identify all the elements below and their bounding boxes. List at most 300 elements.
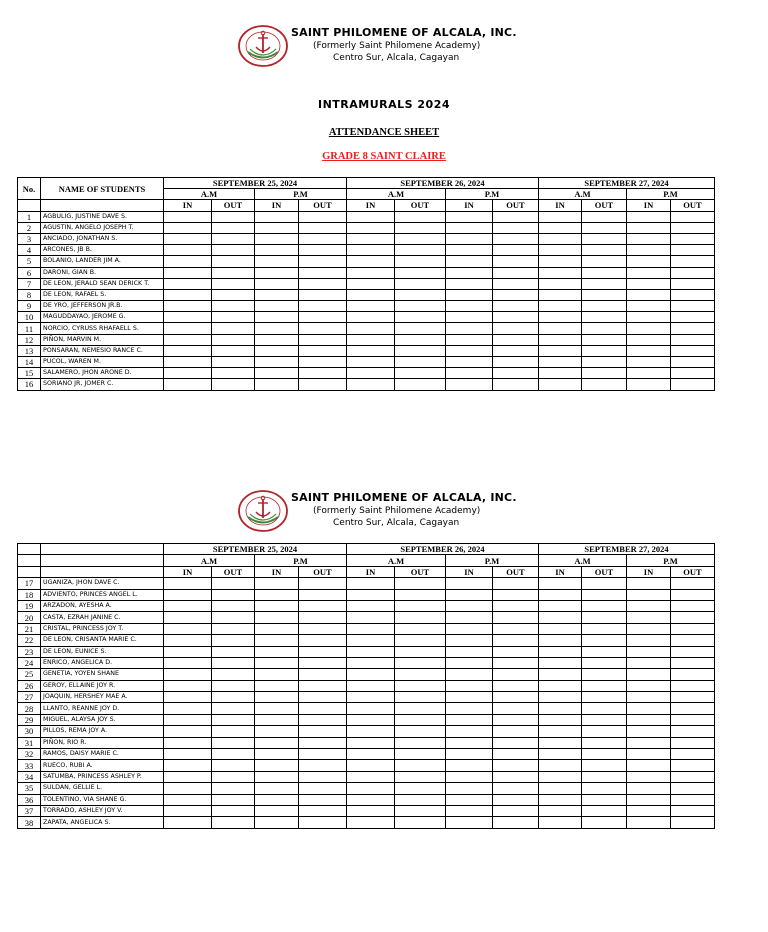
attendance-cell[interactable] [627,578,671,589]
attendance-cell[interactable] [212,301,255,312]
attendance-cell[interactable] [164,749,212,760]
attendance-cell[interactable] [164,703,212,714]
attendance-cell[interactable] [255,301,299,312]
attendance-cell[interactable] [671,726,715,737]
attendance-cell[interactable] [627,345,671,356]
attendance-cell[interactable] [164,256,212,267]
attendance-cell[interactable] [299,703,347,714]
attendance-cell[interactable] [493,222,539,233]
attendance-cell[interactable] [582,334,627,345]
attendance-cell[interactable] [582,379,627,390]
attendance-cell[interactable] [347,771,395,782]
attendance-cell[interactable] [627,245,671,256]
attendance-cell[interactable] [539,301,582,312]
attendance-cell[interactable] [493,794,539,805]
attendance-cell[interactable] [255,794,299,805]
attendance-cell[interactable] [299,680,347,691]
attendance-cell[interactable] [493,357,539,368]
attendance-cell[interactable] [212,578,255,589]
attendance-cell[interactable] [582,589,627,600]
attendance-cell[interactable] [446,267,493,278]
attendance-cell[interactable] [627,612,671,623]
attendance-cell[interactable] [299,771,347,782]
attendance-cell[interactable] [347,357,395,368]
attendance-cell[interactable] [395,794,446,805]
attendance-cell[interactable] [627,301,671,312]
attendance-cell[interactable] [395,669,446,680]
attendance-cell[interactable] [299,635,347,646]
attendance-cell[interactable] [212,612,255,623]
attendance-cell[interactable] [446,635,493,646]
attendance-cell[interactable] [493,692,539,703]
attendance-cell[interactable] [347,211,395,222]
attendance-cell[interactable] [627,703,671,714]
attendance-cell[interactable] [395,635,446,646]
attendance-cell[interactable] [164,817,212,828]
attendance-cell[interactable] [299,794,347,805]
attendance-cell[interactable] [493,379,539,390]
attendance-cell[interactable] [212,794,255,805]
attendance-cell[interactable] [493,578,539,589]
attendance-cell[interactable] [255,578,299,589]
attendance-cell[interactable] [164,657,212,668]
attendance-cell[interactable] [539,589,582,600]
attendance-cell[interactable] [627,635,671,646]
attendance-cell[interactable] [164,783,212,794]
attendance-cell[interactable] [395,312,446,323]
attendance-cell[interactable] [582,612,627,623]
attendance-cell[interactable] [395,817,446,828]
attendance-cell[interactable] [582,256,627,267]
attendance-cell[interactable] [299,600,347,611]
attendance-cell[interactable] [164,323,212,334]
attendance-cell[interactable] [539,334,582,345]
attendance-cell[interactable] [446,600,493,611]
attendance-cell[interactable] [255,600,299,611]
attendance-cell[interactable] [671,256,715,267]
attendance-cell[interactable] [493,267,539,278]
attendance-cell[interactable] [671,589,715,600]
attendance-cell[interactable] [395,334,446,345]
attendance-cell[interactable] [347,312,395,323]
attendance-cell[interactable] [582,600,627,611]
attendance-cell[interactable] [493,289,539,300]
attendance-cell[interactable] [671,233,715,244]
attendance-cell[interactable] [395,379,446,390]
attendance-cell[interactable] [446,692,493,703]
attendance-cell[interactable] [493,368,539,379]
attendance-cell[interactable] [493,245,539,256]
attendance-cell[interactable] [164,345,212,356]
attendance-cell[interactable] [164,805,212,816]
attendance-cell[interactable] [347,612,395,623]
attendance-cell[interactable] [212,771,255,782]
attendance-cell[interactable] [582,323,627,334]
attendance-cell[interactable] [212,323,255,334]
attendance-cell[interactable] [627,589,671,600]
attendance-cell[interactable] [347,817,395,828]
attendance-cell[interactable] [446,211,493,222]
attendance-cell[interactable] [493,256,539,267]
attendance-cell[interactable] [671,749,715,760]
attendance-cell[interactable] [493,703,539,714]
attendance-cell[interactable] [395,783,446,794]
attendance-cell[interactable] [212,749,255,760]
attendance-cell[interactable] [582,222,627,233]
attendance-cell[interactable] [539,368,582,379]
attendance-cell[interactable] [671,222,715,233]
attendance-cell[interactable] [539,578,582,589]
attendance-cell[interactable] [627,783,671,794]
attendance-cell[interactable] [446,714,493,725]
attendance-cell[interactable] [212,760,255,771]
attendance-cell[interactable] [347,222,395,233]
attendance-cell[interactable] [446,794,493,805]
attendance-cell[interactable] [164,267,212,278]
attendance-cell[interactable] [395,714,446,725]
attendance-cell[interactable] [493,233,539,244]
attendance-cell[interactable] [164,222,212,233]
attendance-cell[interactable] [212,289,255,300]
attendance-cell[interactable] [446,312,493,323]
attendance-cell[interactable] [299,760,347,771]
attendance-cell[interactable] [299,578,347,589]
attendance-cell[interactable] [164,771,212,782]
attendance-cell[interactable] [671,805,715,816]
attendance-cell[interactable] [299,657,347,668]
attendance-cell[interactable] [164,760,212,771]
attendance-cell[interactable] [627,680,671,691]
attendance-cell[interactable] [582,657,627,668]
attendance-cell[interactable] [212,233,255,244]
attendance-cell[interactable] [212,805,255,816]
attendance-cell[interactable] [493,334,539,345]
attendance-cell[interactable] [582,345,627,356]
attendance-cell[interactable] [164,368,212,379]
attendance-cell[interactable] [539,703,582,714]
attendance-cell[interactable] [395,278,446,289]
attendance-cell[interactable] [347,278,395,289]
attendance-cell[interactable] [539,680,582,691]
attendance-cell[interactable] [347,600,395,611]
attendance-cell[interactable] [582,737,627,748]
attendance-cell[interactable] [582,703,627,714]
attendance-cell[interactable] [671,368,715,379]
attendance-cell[interactable] [395,692,446,703]
attendance-cell[interactable] [299,222,347,233]
attendance-cell[interactable] [299,278,347,289]
attendance-cell[interactable] [395,771,446,782]
attendance-cell[interactable] [493,771,539,782]
attendance-cell[interactable] [446,323,493,334]
attendance-cell[interactable] [347,323,395,334]
attendance-cell[interactable] [395,680,446,691]
attendance-cell[interactable] [627,211,671,222]
attendance-cell[interactable] [493,612,539,623]
attendance-cell[interactable] [255,256,299,267]
attendance-cell[interactable] [539,623,582,634]
attendance-cell[interactable] [627,289,671,300]
attendance-cell[interactable] [493,680,539,691]
attendance-cell[interactable] [446,256,493,267]
attendance-cell[interactable] [299,233,347,244]
attendance-cell[interactable] [582,245,627,256]
attendance-cell[interactable] [582,760,627,771]
attendance-cell[interactable] [627,256,671,267]
attendance-cell[interactable] [539,794,582,805]
attendance-cell[interactable] [347,623,395,634]
attendance-cell[interactable] [255,289,299,300]
attendance-cell[interactable] [493,749,539,760]
attendance-cell[interactable] [582,669,627,680]
attendance-cell[interactable] [347,245,395,256]
attendance-cell[interactable] [493,760,539,771]
attendance-cell[interactable] [395,749,446,760]
attendance-cell[interactable] [671,669,715,680]
attendance-cell[interactable] [446,222,493,233]
attendance-cell[interactable] [395,589,446,600]
attendance-cell[interactable] [299,245,347,256]
attendance-cell[interactable] [347,256,395,267]
attendance-cell[interactable] [582,211,627,222]
attendance-cell[interactable] [212,635,255,646]
attendance-cell[interactable] [671,600,715,611]
attendance-cell[interactable] [446,669,493,680]
attendance-cell[interactable] [347,657,395,668]
attendance-cell[interactable] [539,771,582,782]
attendance-cell[interactable] [255,245,299,256]
attendance-cell[interactable] [395,256,446,267]
attendance-cell[interactable] [671,278,715,289]
attendance-cell[interactable] [299,737,347,748]
attendance-cell[interactable] [493,345,539,356]
attendance-cell[interactable] [446,680,493,691]
attendance-cell[interactable] [299,256,347,267]
attendance-cell[interactable] [582,357,627,368]
attendance-cell[interactable] [627,267,671,278]
attendance-cell[interactable] [212,211,255,222]
attendance-cell[interactable] [671,289,715,300]
attendance-cell[interactable] [582,771,627,782]
attendance-cell[interactable] [539,657,582,668]
attendance-cell[interactable] [446,379,493,390]
attendance-cell[interactable] [446,771,493,782]
attendance-cell[interactable] [395,357,446,368]
attendance-cell[interactable] [164,714,212,725]
attendance-cell[interactable] [671,657,715,668]
attendance-cell[interactable] [539,714,582,725]
attendance-cell[interactable] [446,278,493,289]
attendance-cell[interactable] [539,379,582,390]
attendance-cell[interactable] [164,726,212,737]
attendance-cell[interactable] [299,267,347,278]
attendance-cell[interactable] [255,669,299,680]
attendance-cell[interactable] [671,783,715,794]
attendance-cell[interactable] [299,345,347,356]
attendance-cell[interactable] [446,289,493,300]
attendance-cell[interactable] [582,301,627,312]
attendance-cell[interactable] [299,323,347,334]
attendance-cell[interactable] [395,737,446,748]
attendance-cell[interactable] [299,692,347,703]
attendance-cell[interactable] [347,737,395,748]
attendance-cell[interactable] [539,669,582,680]
attendance-cell[interactable] [671,578,715,589]
attendance-cell[interactable] [539,783,582,794]
attendance-cell[interactable] [212,334,255,345]
attendance-cell[interactable] [627,623,671,634]
attendance-cell[interactable] [299,669,347,680]
attendance-cell[interactable] [395,726,446,737]
attendance-cell[interactable] [212,357,255,368]
attendance-cell[interactable] [493,726,539,737]
attendance-cell[interactable] [671,817,715,828]
attendance-cell[interactable] [493,600,539,611]
attendance-cell[interactable] [395,657,446,668]
attendance-cell[interactable] [212,783,255,794]
attendance-cell[interactable] [395,233,446,244]
attendance-cell[interactable] [255,783,299,794]
attendance-cell[interactable] [164,680,212,691]
attendance-cell[interactable] [164,692,212,703]
attendance-cell[interactable] [446,589,493,600]
attendance-cell[interactable] [539,612,582,623]
attendance-cell[interactable] [539,692,582,703]
attendance-cell[interactable] [627,600,671,611]
attendance-cell[interactable] [582,714,627,725]
attendance-cell[interactable] [255,817,299,828]
attendance-cell[interactable] [347,368,395,379]
attendance-cell[interactable] [627,692,671,703]
attendance-cell[interactable] [446,357,493,368]
attendance-cell[interactable] [347,301,395,312]
attendance-cell[interactable] [539,817,582,828]
attendance-cell[interactable] [347,749,395,760]
attendance-cell[interactable] [671,635,715,646]
attendance-cell[interactable] [627,817,671,828]
attendance-cell[interactable] [347,726,395,737]
attendance-cell[interactable] [539,233,582,244]
attendance-cell[interactable] [671,680,715,691]
attendance-cell[interactable] [493,737,539,748]
attendance-cell[interactable] [671,357,715,368]
attendance-cell[interactable] [164,737,212,748]
attendance-cell[interactable] [671,345,715,356]
attendance-cell[interactable] [299,749,347,760]
attendance-cell[interactable] [627,368,671,379]
attendance-cell[interactable] [395,323,446,334]
attendance-cell[interactable] [446,726,493,737]
attendance-cell[interactable] [164,669,212,680]
attendance-cell[interactable] [299,805,347,816]
attendance-cell[interactable] [395,578,446,589]
attendance-cell[interactable] [164,211,212,222]
attendance-cell[interactable] [299,368,347,379]
attendance-cell[interactable] [299,312,347,323]
attendance-cell[interactable] [164,357,212,368]
attendance-cell[interactable] [627,737,671,748]
attendance-cell[interactable] [212,623,255,634]
attendance-cell[interactable] [446,737,493,748]
attendance-cell[interactable] [539,312,582,323]
attendance-cell[interactable] [212,657,255,668]
attendance-cell[interactable] [671,267,715,278]
attendance-cell[interactable] [299,379,347,390]
attendance-cell[interactable] [582,680,627,691]
attendance-cell[interactable] [446,578,493,589]
attendance-cell[interactable] [347,267,395,278]
attendance-cell[interactable] [255,714,299,725]
attendance-cell[interactable] [539,646,582,657]
attendance-cell[interactable] [493,278,539,289]
attendance-cell[interactable] [395,222,446,233]
attendance-cell[interactable] [255,805,299,816]
attendance-cell[interactable] [582,267,627,278]
attendance-cell[interactable] [539,256,582,267]
attendance-cell[interactable] [671,323,715,334]
attendance-cell[interactable] [539,760,582,771]
attendance-cell[interactable] [627,669,671,680]
attendance-cell[interactable] [255,589,299,600]
attendance-cell[interactable] [446,368,493,379]
attendance-cell[interactable] [164,635,212,646]
attendance-cell[interactable] [212,312,255,323]
attendance-cell[interactable] [347,646,395,657]
attendance-cell[interactable] [164,301,212,312]
attendance-cell[interactable] [446,760,493,771]
attendance-cell[interactable] [212,379,255,390]
attendance-cell[interactable] [582,783,627,794]
attendance-cell[interactable] [395,289,446,300]
attendance-cell[interactable] [539,345,582,356]
attendance-cell[interactable] [493,211,539,222]
attendance-cell[interactable] [627,760,671,771]
attendance-cell[interactable] [671,301,715,312]
attendance-cell[interactable] [164,578,212,589]
attendance-cell[interactable] [347,669,395,680]
attendance-cell[interactable] [446,817,493,828]
attendance-cell[interactable] [347,783,395,794]
attendance-cell[interactable] [627,357,671,368]
attendance-cell[interactable] [212,368,255,379]
attendance-cell[interactable] [255,635,299,646]
attendance-cell[interactable] [671,334,715,345]
attendance-cell[interactable] [493,323,539,334]
attendance-cell[interactable] [446,334,493,345]
attendance-cell[interactable] [255,334,299,345]
attendance-cell[interactable] [493,301,539,312]
attendance-cell[interactable] [347,345,395,356]
attendance-cell[interactable] [446,233,493,244]
attendance-cell[interactable] [347,289,395,300]
attendance-cell[interactable] [164,334,212,345]
attendance-cell[interactable] [255,646,299,657]
attendance-cell[interactable] [493,635,539,646]
attendance-cell[interactable] [493,657,539,668]
attendance-cell[interactable] [582,312,627,323]
attendance-cell[interactable] [493,783,539,794]
attendance-cell[interactable] [539,749,582,760]
attendance-cell[interactable] [347,233,395,244]
attendance-cell[interactable] [212,222,255,233]
attendance-cell[interactable] [255,379,299,390]
attendance-cell[interactable] [671,646,715,657]
attendance-cell[interactable] [539,289,582,300]
attendance-cell[interactable] [255,623,299,634]
attendance-cell[interactable] [582,635,627,646]
attendance-cell[interactable] [255,737,299,748]
attendance-cell[interactable] [255,357,299,368]
